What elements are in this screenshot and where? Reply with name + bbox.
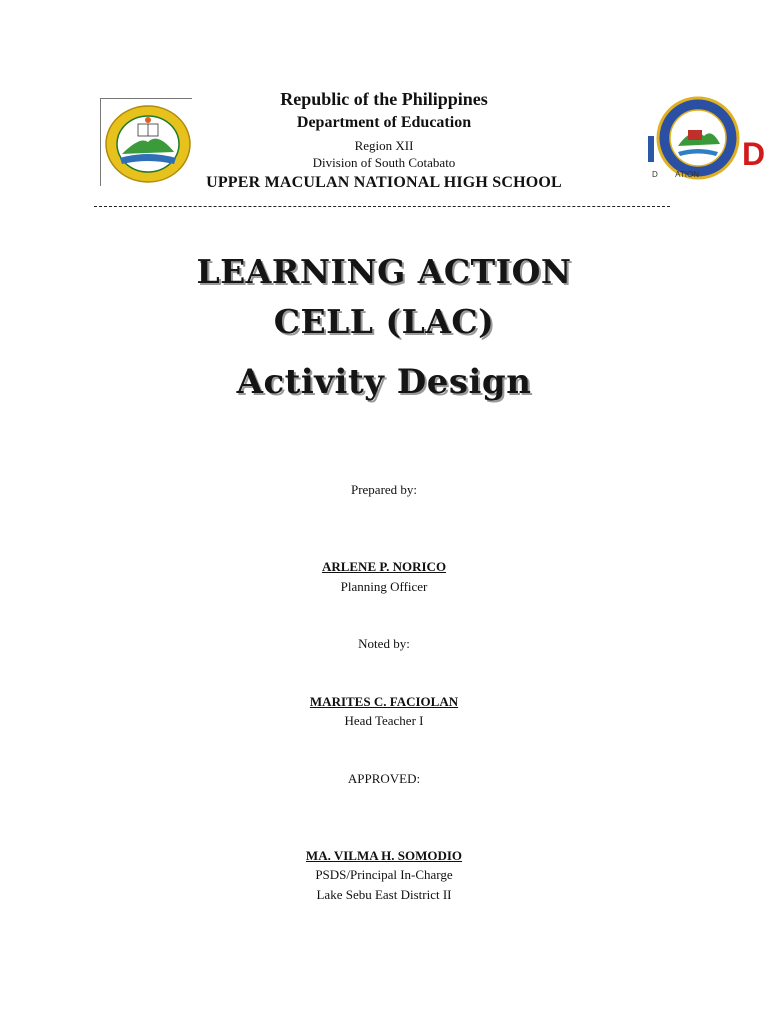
approved-name: MA. VILMA H. SOMODIO bbox=[305, 848, 463, 863]
school-heading: UPPER MACULAN NATIONAL HIGH SCHOOL bbox=[206, 174, 562, 191]
document-subtitle: Activity Design bbox=[236, 362, 532, 402]
region-heading: Region XII bbox=[354, 138, 414, 153]
division-heading: Division of South Cotabato bbox=[312, 155, 456, 170]
prepared-by-label: Prepared by: bbox=[350, 482, 418, 497]
approved-label: APPROVED: bbox=[347, 771, 421, 786]
division-partial-letter: D bbox=[742, 136, 766, 172]
document-title-line-1: LEARNING ACTION bbox=[196, 252, 572, 291]
prepared-by-role: Planning Officer bbox=[340, 579, 428, 594]
approved-district: Lake Sebu East District II bbox=[316, 887, 452, 902]
letterhead-divider bbox=[94, 206, 670, 207]
republic-heading: Republic of the Philippines bbox=[280, 89, 488, 109]
prepared-by-name: ARLENE P. NORICO bbox=[321, 559, 447, 574]
noted-by-label: Noted by: bbox=[358, 636, 410, 651]
department-heading: Department of Education bbox=[296, 114, 472, 131]
division-partial-caption: D ATION bbox=[652, 170, 699, 179]
approved-role: PSDS/Principal In-Charge bbox=[315, 867, 453, 882]
noted-by-role: Head Teacher I bbox=[344, 713, 424, 728]
document-title-line-2: CELL (LAC) bbox=[273, 302, 495, 341]
noted-by-name: MARITES C. FACIOLAN bbox=[309, 694, 459, 709]
